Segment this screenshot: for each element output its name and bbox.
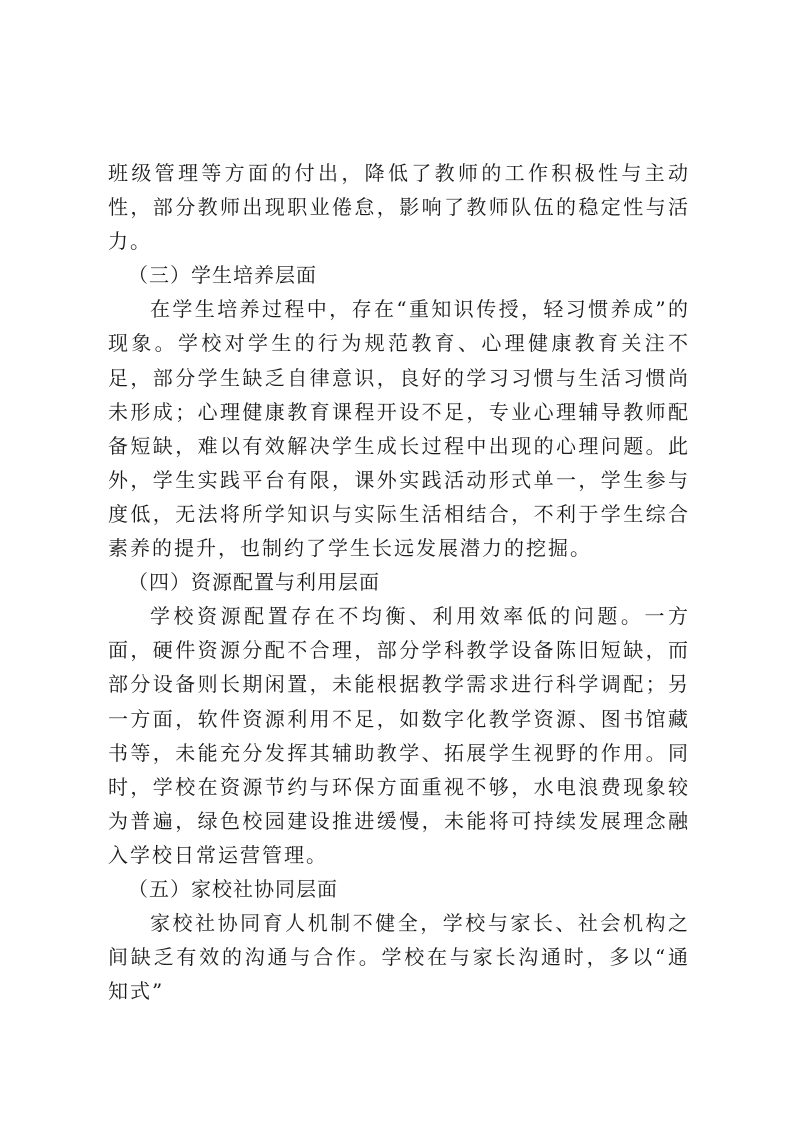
paragraph-student-cultivation: 在学生培养过程中，存在“重知识传授，轻习惯养成”的现象。学校对学生的行为规范教育、心理健康教育关注不足，部分学生缺乏自律意识，良好的学习习惯与生活习惯尚未形成；心理健康教育课程开设不足，专业心理辅导教师配备短缺，难以有效解决学生成长过程中出现的心理问题。此外，学生实践平台有限，课外实践活动形式单一，学生参与度低，无法将所学知识与实际生活相结合，不利于学生综合素养的提升，也制约了学生长远发展潜力的挖掘。 — [108, 297, 690, 561]
paragraph-home-school-community: 家校社协同育人机制不健全，学校与家长、社会机构之间缺乏有效的沟通与合作。学校在与家长沟通时，多以“通知式” — [108, 911, 690, 1004]
section-heading-3: （三）学生培养层面 — [128, 263, 317, 288]
paragraph-resource-allocation: 学校资源配置存在不均衡、利用效率低的问题。一方面，硬件资源分配不合理，部分学科教学设备陈旧短缺，而部分设备则长期闲置，未能根据教学需求进行科学调配；另一方面，软件资源利用不足，如数字化教学资源、图书馆藏书等，未能充分发挥其辅助教学、拓展学生视野的作用。同时，学校在资源节约与环保方面重视不够，水电浪费现象较为普遍，绿色校园建设推进缓慢，未能将可持续发展理念融入学校日常运营管理。 — [108, 604, 690, 867]
section-heading-5: （五）家校社协同层面 — [128, 876, 338, 901]
section-heading-4: （四）资源配置与利用层面 — [128, 570, 380, 595]
paragraph-continued: 班级管理等方面的付出，降低了教师的工作积极性与主动性，部分教师出现职业倦怠，影响了教师队伍的稳定性与活力。 — [108, 161, 690, 254]
document-body — [108, 156, 690, 1008]
